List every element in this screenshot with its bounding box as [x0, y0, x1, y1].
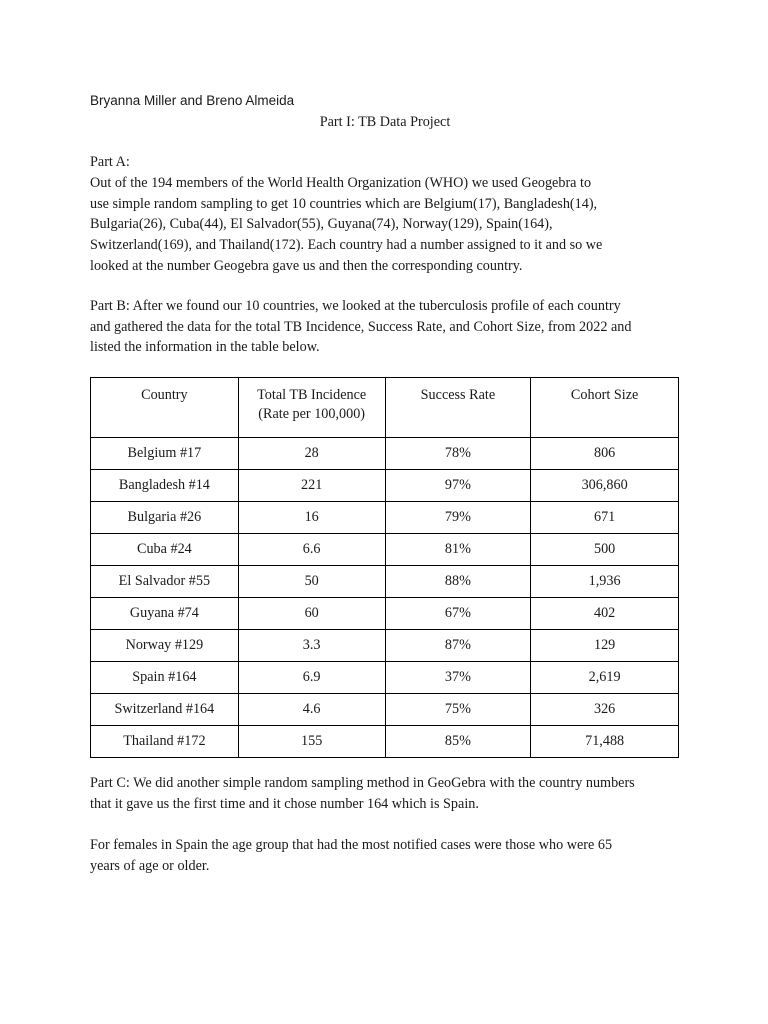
cell-incidence: 28	[238, 438, 385, 470]
cell-cohort: 402	[531, 598, 679, 630]
cell-success: 78%	[385, 438, 531, 470]
cell-success: 37%	[385, 662, 531, 694]
cell-cohort: 129	[531, 630, 679, 662]
part-c-paragraph: Part C: We did another simple random sampling method in GeoGebra with the country numbers that it gave us the first time and it chose number 164 which is Spain.	[90, 775, 635, 812]
cell-country: El Salvador #55	[91, 566, 239, 598]
cell-country: Bulgaria #26	[91, 502, 239, 534]
header-incidence	[238, 378, 385, 438]
table-header-row	[91, 378, 679, 438]
table-row	[91, 598, 679, 630]
cell-country: Thailand #172	[91, 726, 239, 758]
cell-country: Cuba #24	[91, 534, 239, 566]
cell-incidence: 6.9	[238, 662, 385, 694]
cell-country: Belgium #17	[91, 438, 239, 470]
page-title-text: Part I: TB Data Project	[319, 114, 451, 130]
cell-incidence: 6.6	[238, 534, 385, 566]
cell-success: 87%	[385, 630, 531, 662]
cell-country: Spain #164	[91, 662, 239, 694]
cell-success: 75%	[385, 694, 531, 726]
cell-incidence: 155	[238, 726, 385, 758]
header-incidence-line2: (Rate per 100,000)	[258, 406, 366, 422]
cell-country: Norway #129	[91, 630, 239, 662]
cell-cohort: 306,860	[531, 470, 679, 502]
cell-success: 85%	[385, 726, 531, 758]
cell-success: 88%	[385, 566, 531, 598]
authors-line: Bryanna Miller and Breno Almeida	[90, 93, 295, 108]
table-row	[91, 502, 679, 534]
header-cohort-size: Cohort Size	[531, 378, 679, 438]
cell-cohort: 806	[531, 438, 679, 470]
cell-success: 67%	[385, 598, 531, 630]
part-a-paragraph: Out of the 194 members of the World Health Organization (WHO) we used Geogebra to use simple random sampling to get 10 countries which are Belgium(17), Bangladesh(14), Bulgaria(26), Cuba(44), El Salvador(55), Guyana(74), Norway(129), Spain(164), Switzerland(169), and Thailand(172). Each country had a number assigned to it and so we looked at the number Geogebra gave us and then the corresponding country.	[90, 175, 603, 274]
cell-country: Bangladesh #14	[91, 470, 239, 502]
cell-incidence: 50	[238, 566, 385, 598]
cell-country: Switzerland #164	[91, 694, 239, 726]
cell-incidence: 221	[238, 470, 385, 502]
part-b-paragraph: Part B: After we found our 10 countries, we looked at the tuberculosis profile of each country and gathered the data for the total TB Incidence, Success Rate, and Cohort Size, from 2022 and listed the information in the table below.	[90, 298, 632, 356]
header-country: Country	[91, 378, 239, 438]
table-row	[91, 726, 679, 758]
cell-country: Guyana #74	[91, 598, 239, 630]
cell-incidence: 3.3	[238, 630, 385, 662]
cell-cohort: 71,488	[531, 726, 679, 758]
cell-success: 81%	[385, 534, 531, 566]
page-title	[0, 112, 768, 133]
spain-findings-paragraph: For females in Spain the age group that had the most notified cases were those who were 65 years of age or older.	[90, 837, 613, 874]
table-row	[91, 694, 679, 726]
header-success-rate: Success Rate	[385, 378, 531, 438]
table-row	[91, 662, 679, 694]
table-row	[91, 438, 679, 470]
cell-cohort: 671	[531, 502, 679, 534]
cell-success: 79%	[385, 502, 531, 534]
cell-incidence: 4.6	[238, 694, 385, 726]
table-row	[91, 470, 679, 502]
cell-cohort: 2,619	[531, 662, 679, 694]
table-row	[91, 566, 679, 598]
part-a-label: Part A:	[90, 154, 130, 170]
cell-cohort: 1,936	[531, 566, 679, 598]
cell-cohort: 500	[531, 534, 679, 566]
cell-cohort: 326	[531, 694, 679, 726]
cell-success: 97%	[385, 470, 531, 502]
tb-data-table	[90, 377, 679, 758]
cell-incidence: 16	[238, 502, 385, 534]
cell-incidence: 60	[238, 598, 385, 630]
header-incidence-line1: Total TB Incidence	[257, 387, 367, 403]
table-row	[91, 534, 679, 566]
table-row	[91, 630, 679, 662]
